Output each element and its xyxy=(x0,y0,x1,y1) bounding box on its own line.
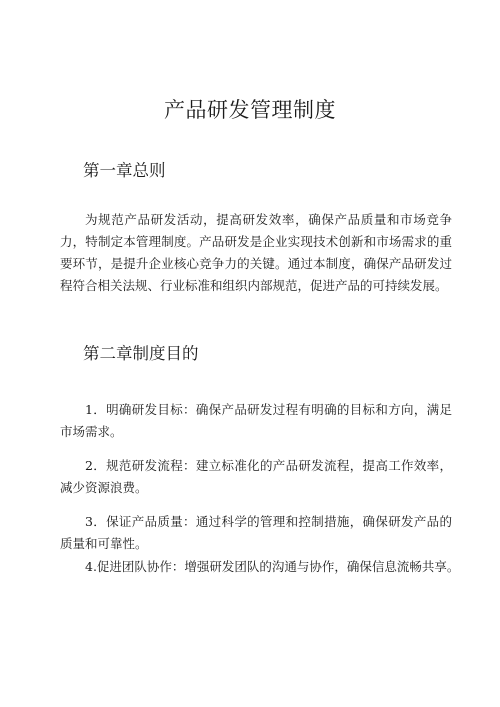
purpose-item-2: 2．规范研发流程：建立标准化的产品研发流程，提高工作效率，减少资源浪费。 xyxy=(60,458,452,495)
chapter-1-heading: 第一章总则 xyxy=(83,161,166,180)
chapter-1-paragraph: 为规范产品研发活动，提高研发效率，确保产品质量和市场竞争力，特制定本管理制度。产品研发是企业实现技术创新和市场需求的重要环节，是提升企业核心竞争力的关键。通过本制度，确保产品研发过程符合相关法规、行业标准和组织内部规范，促进产品的可持续发展。 xyxy=(60,212,452,293)
document-title: 产品研发管理制度 xyxy=(164,98,336,122)
chapter-2-heading: 第二章制度目的 xyxy=(83,344,199,363)
purpose-item-4: 4.促进团队协作：增强研发团队的沟通与协作，确保信息流畅共享。 xyxy=(85,559,460,574)
purpose-item-3: 3．保证产品质量：通过科学的管理和控制措施，确保研发产品的质量和可靠性。 xyxy=(60,514,452,551)
purpose-item-1: 1．明确研发目标：确保产品研发过程有明确的目标和方向，满足市场需求。 xyxy=(60,402,452,439)
